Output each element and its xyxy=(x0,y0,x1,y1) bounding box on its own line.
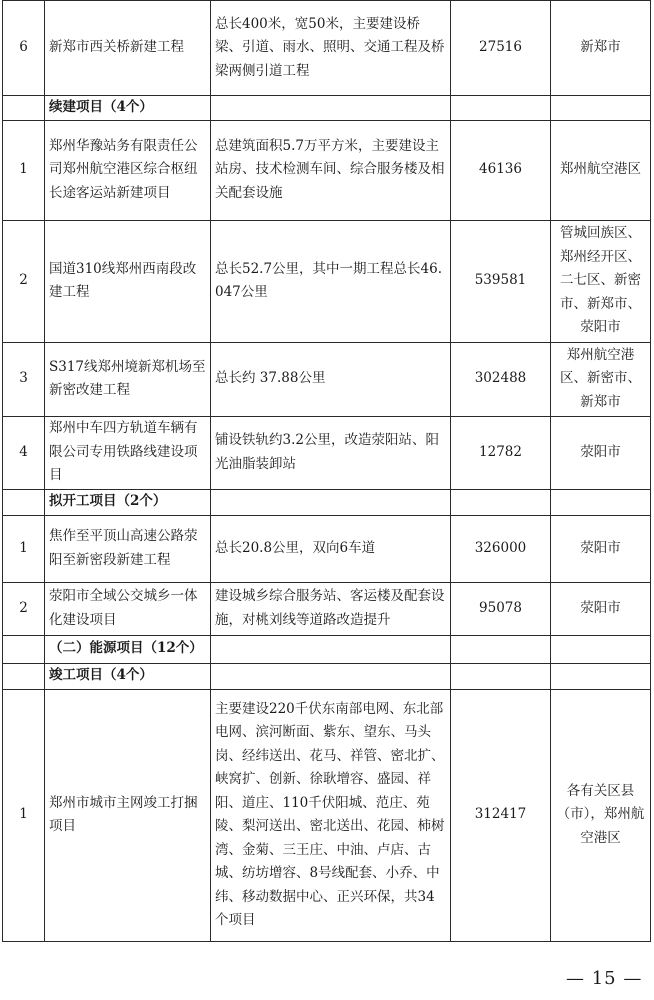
section-row xyxy=(3,489,651,515)
item-number: 1 xyxy=(3,689,45,941)
investment-amount: 326000 xyxy=(451,515,551,582)
investment-amount: 95078 xyxy=(451,582,551,635)
investment-amount: 539581 xyxy=(451,220,551,342)
section-row xyxy=(3,96,651,121)
project-location: 各有关区县（市），郑州航空港区 xyxy=(551,689,651,941)
project-name: S317线郑州境新郑机场至新密改建工程 xyxy=(45,342,211,416)
item-number: 6 xyxy=(3,1,45,96)
project-name: 郑州华豫站务有限责任公司郑州航空港区综合枢纽长途客运站新建项目 xyxy=(45,120,211,220)
item-number: 3 xyxy=(3,342,45,416)
section-heading: 竣工项目（4个） xyxy=(45,663,211,689)
project-location: 荥阳市 xyxy=(551,582,651,635)
project-name: 新郑市西关桥新建工程 xyxy=(45,1,211,96)
item-number: 2 xyxy=(3,582,45,635)
project-description: 铺设铁轨约3.2公里，改造荥阳站、阳光油脂装卸站 xyxy=(211,416,451,489)
project-description: 总建筑面积5.7万平方米，主要建设主站房、技术检测车间、综合服务楼及相关配套设施 xyxy=(211,120,451,220)
project-location: 管城回族区、郑州经开区、二七区、新密市、新郑市、荥阳市 xyxy=(551,220,651,342)
project-description: 总长约 37.88公里 xyxy=(211,342,451,416)
section-heading: 续建项目（4个） xyxy=(45,96,211,121)
page-number: — 15 — xyxy=(566,968,643,989)
section-heading: 拟开工项目（2个） xyxy=(45,489,211,515)
project-description: 主要建设220千伏东南部电网、东北部电网、滨河断面、紫东、望东、马头岗、经纬送出、花马、祥管、密北扩、峡窝扩、创新、徐耿增容、盛园、祥阳、道庄、110千伏阳城、范庄、苑陵、梨河送出、密北送出、花园、柿树湾、金菊、三王庄、中油、卢店、古城、纺坊增容、8号线配套、小乔、中纬、移动数据中心、正兴环保，共34个项目 xyxy=(211,689,451,941)
project-location: 荥阳市 xyxy=(551,515,651,582)
item-number: 2 xyxy=(3,220,45,342)
section-row xyxy=(3,635,651,663)
project-description: 建设城乡综合服务站、客运楼及配套设施，对桃刘线等道路改造提升 xyxy=(211,582,451,635)
project-location: 郑州航空港区、新密市、新郑市 xyxy=(551,342,651,416)
item-number: 4 xyxy=(3,416,45,489)
section-row xyxy=(3,663,651,689)
table-row xyxy=(3,342,651,416)
table-row xyxy=(3,416,651,489)
project-name: 国道310线郑州西南段改建工程 xyxy=(45,220,211,342)
project-location: 郑州航空港区 xyxy=(551,120,651,220)
investment-amount: 46136 xyxy=(451,120,551,220)
project-description: 总长20.8公里，双向6车道 xyxy=(211,515,451,582)
project-name: 郑州市城市主网竣工打捆项目 xyxy=(45,689,211,941)
project-name: 焦作至平顶山高速公路荥阳至新密段新建工程 xyxy=(45,515,211,582)
item-number: 1 xyxy=(3,515,45,582)
project-description: 总长52.7公里，其中一期工程总长46.047公里 xyxy=(211,220,451,342)
project-name: 郑州中车四方轨道车辆有限公司专用铁路线建设项目 xyxy=(45,416,211,489)
section-heading: （二）能源项目（12个） xyxy=(45,635,211,663)
project-location: 荥阳市 xyxy=(551,416,651,489)
investment-amount: 302488 xyxy=(451,342,551,416)
table-row xyxy=(3,582,651,635)
project-description: 总长400米，宽50米，主要建设桥梁、引道、雨水、照明、交通工程及桥梁两侧引道工程 xyxy=(211,1,451,96)
project-table xyxy=(2,0,651,942)
table-row xyxy=(3,220,651,342)
table-row xyxy=(3,1,651,96)
investment-amount: 27516 xyxy=(451,1,551,96)
project-name: 荥阳市全域公交城乡一体化建设项目 xyxy=(45,582,211,635)
project-location: 新郑市 xyxy=(551,1,651,96)
investment-amount: 312417 xyxy=(451,689,551,941)
table-row xyxy=(3,515,651,582)
item-number: 1 xyxy=(3,120,45,220)
investment-amount: 12782 xyxy=(451,416,551,489)
table-row xyxy=(3,120,651,220)
table-row xyxy=(3,689,651,941)
